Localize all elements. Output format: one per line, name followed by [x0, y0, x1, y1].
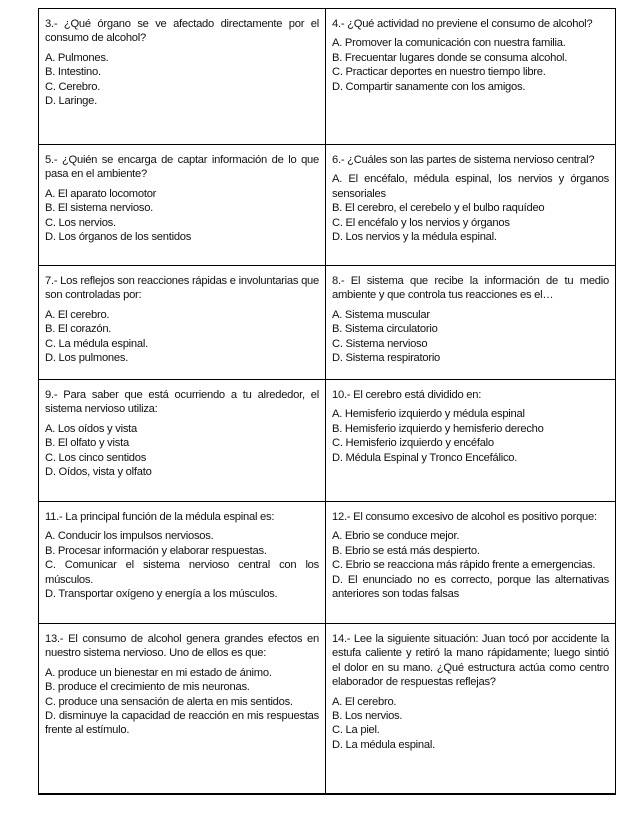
option-a: A. Pulmones. [45, 51, 109, 64]
option-d: D. Los nervios y la médula espinal. [332, 231, 497, 244]
option-a: A. El encéfalo, médula espinal, los nervios y órganos sensoriales [332, 173, 609, 200]
option-b: B. El corazón. [45, 323, 112, 336]
question-cell-8 [326, 266, 615, 380]
option-b: B. El cerebro, el cerebelo y el bulbo raquídeo [332, 202, 545, 215]
option-d: D. La médula espinal. [332, 738, 435, 751]
question-text: 6.- ¿Cuáles son las partes de sistema nervioso central? [332, 154, 595, 166]
option-a: A. Ebrio se conduce mejor. [332, 530, 460, 543]
option-d: D. Oídos, vista y olfato [45, 466, 152, 479]
option-b: B. El sistema nervioso. [45, 202, 154, 215]
question-text: 14.- Lee la siguiente situación: Juan tocó por accidente la estufa caliente y retiró la mano rápidamente; luego sintió el dolor en su mano. ¿Qué estructura actúa como centro elaborador de respuestas reflejas? [332, 633, 609, 689]
option-c: C. Practicar deportes en nuestro tiempo libre. [332, 66, 546, 79]
option-a: A. El aparato locomotor [45, 187, 157, 200]
question-text: 13.- El consumo de alcohol genera grandes efectos en nuestro sistema nervioso. Uno de ellos es que: [45, 633, 319, 660]
question-text: 4.- ¿Qué actividad no previene el consumo de alcohol? [332, 18, 593, 30]
option-d: D. Los órganos de los sentidos [45, 231, 192, 244]
option-d: D. Laringe. [45, 95, 97, 108]
question-text: 3.- ¿Qué órgano se ve afectado directamente por el consumo de alcohol? [45, 18, 319, 45]
option-b: B. Ebrio se está más despierto. [332, 544, 480, 557]
question-cell-9 [39, 380, 326, 502]
option-a: A. El cerebro. [332, 695, 397, 708]
question-text: 11.- La principal función de la médula espinal es: [45, 511, 275, 523]
option-b: B. Intestino. [45, 66, 101, 79]
option-c: C. Los cinco sentidos [45, 451, 147, 464]
option-a: A. produce un bienestar en mi estado de ánimo. [45, 666, 272, 679]
question-cell-4 [326, 9, 615, 145]
option-c: C. Los nervios. [45, 216, 116, 229]
option-a: A. Promover la comunicación con nuestra familia. [332, 37, 566, 50]
option-d: D. Los pulmones. [45, 352, 129, 365]
option-b: B. produce el crecimiento de mis neuronas. [45, 681, 250, 694]
option-b: B. Procesar información y elaborar respuestas. [45, 544, 267, 557]
question-table [38, 8, 616, 795]
question-text: 5.- ¿Quién se encarga de captar información de lo que pasa en el ambiente? [45, 154, 319, 181]
option-d: D. Transportar oxígeno y energía a los músculos. [45, 588, 278, 601]
question-cell-7 [39, 266, 326, 380]
question-grid [39, 9, 615, 794]
option-b: B. Sistema circulatorio [332, 323, 438, 336]
option-c: C. produce una sensación de alerta en mis sentidos. [45, 695, 293, 708]
question-text: 10.- El cerebro está dividido en: [332, 389, 482, 401]
option-a: A. Los oídos y vista [45, 422, 138, 435]
question-text: 8.- El sistema que recibe la información de tu medio ambiente y que controla tus reacciones es el… [332, 275, 609, 302]
question-cell-6 [326, 145, 615, 266]
option-a: A. Sistema muscular [332, 308, 430, 321]
option-a: A. Conducir los impulsos nerviosos. [45, 530, 214, 543]
option-c: C. La médula espinal. [45, 337, 148, 350]
question-text: 12.- El consumo excesivo de alcohol es positivo porque: [332, 511, 597, 523]
question-cell-3 [39, 9, 326, 145]
option-b: B. Hemisferio izquierdo y hemisferio derecho [332, 422, 544, 435]
option-b: B. Los nervios. [332, 710, 403, 723]
question-text: 7.- Los reflejos son reacciones rápidas e involuntarias que son controladas por: [45, 275, 319, 302]
question-cell-11 [39, 502, 326, 624]
option-a: A. El cerebro. [45, 308, 110, 321]
option-b: B. El olfato y vista [45, 437, 129, 450]
option-c: C. Ebrio se reacciona más rápido frente a emergencias. [332, 559, 596, 572]
question-cell-5 [39, 145, 326, 266]
option-c: C. Hemisferio izquierdo y encéfalo [332, 437, 494, 450]
option-c: C. La piel. [332, 724, 380, 737]
option-c: C. Sistema nervioso [332, 337, 428, 350]
option-d: D. Sistema respiratorio [332, 352, 441, 365]
option-c: C. Comunicar el sistema nervioso central con los músculos. [45, 559, 319, 586]
option-d: D. disminuye la capacidad de reacción en mis respuestas frente al estímulo. [45, 710, 319, 737]
question-cell-13 [39, 624, 326, 794]
option-c: C. El encéfalo y los nervios y órganos [332, 216, 510, 229]
question-cell-12 [326, 502, 615, 624]
option-b: B. Frecuentar lugares donde se consuma alcohol. [332, 51, 568, 64]
option-d: D. El enunciado no es correcto, porque las alternativas anteriores son todas falsas [332, 573, 609, 601]
option-a: A. Hemisferio izquierdo y médula espinal [332, 408, 525, 421]
option-c: C. Cerebro. [45, 80, 101, 93]
option-d: D. Compartir sanamente con los amigos. [332, 80, 526, 93]
question-cell-14 [326, 624, 615, 794]
option-d: D. Médula Espinal y Tronco Encefálico. [332, 451, 518, 464]
question-cell-10 [326, 380, 615, 502]
question-text: 9.- Para saber que está ocurriendo a tu alrededor, el sistema nervioso utiliza: [45, 389, 319, 416]
